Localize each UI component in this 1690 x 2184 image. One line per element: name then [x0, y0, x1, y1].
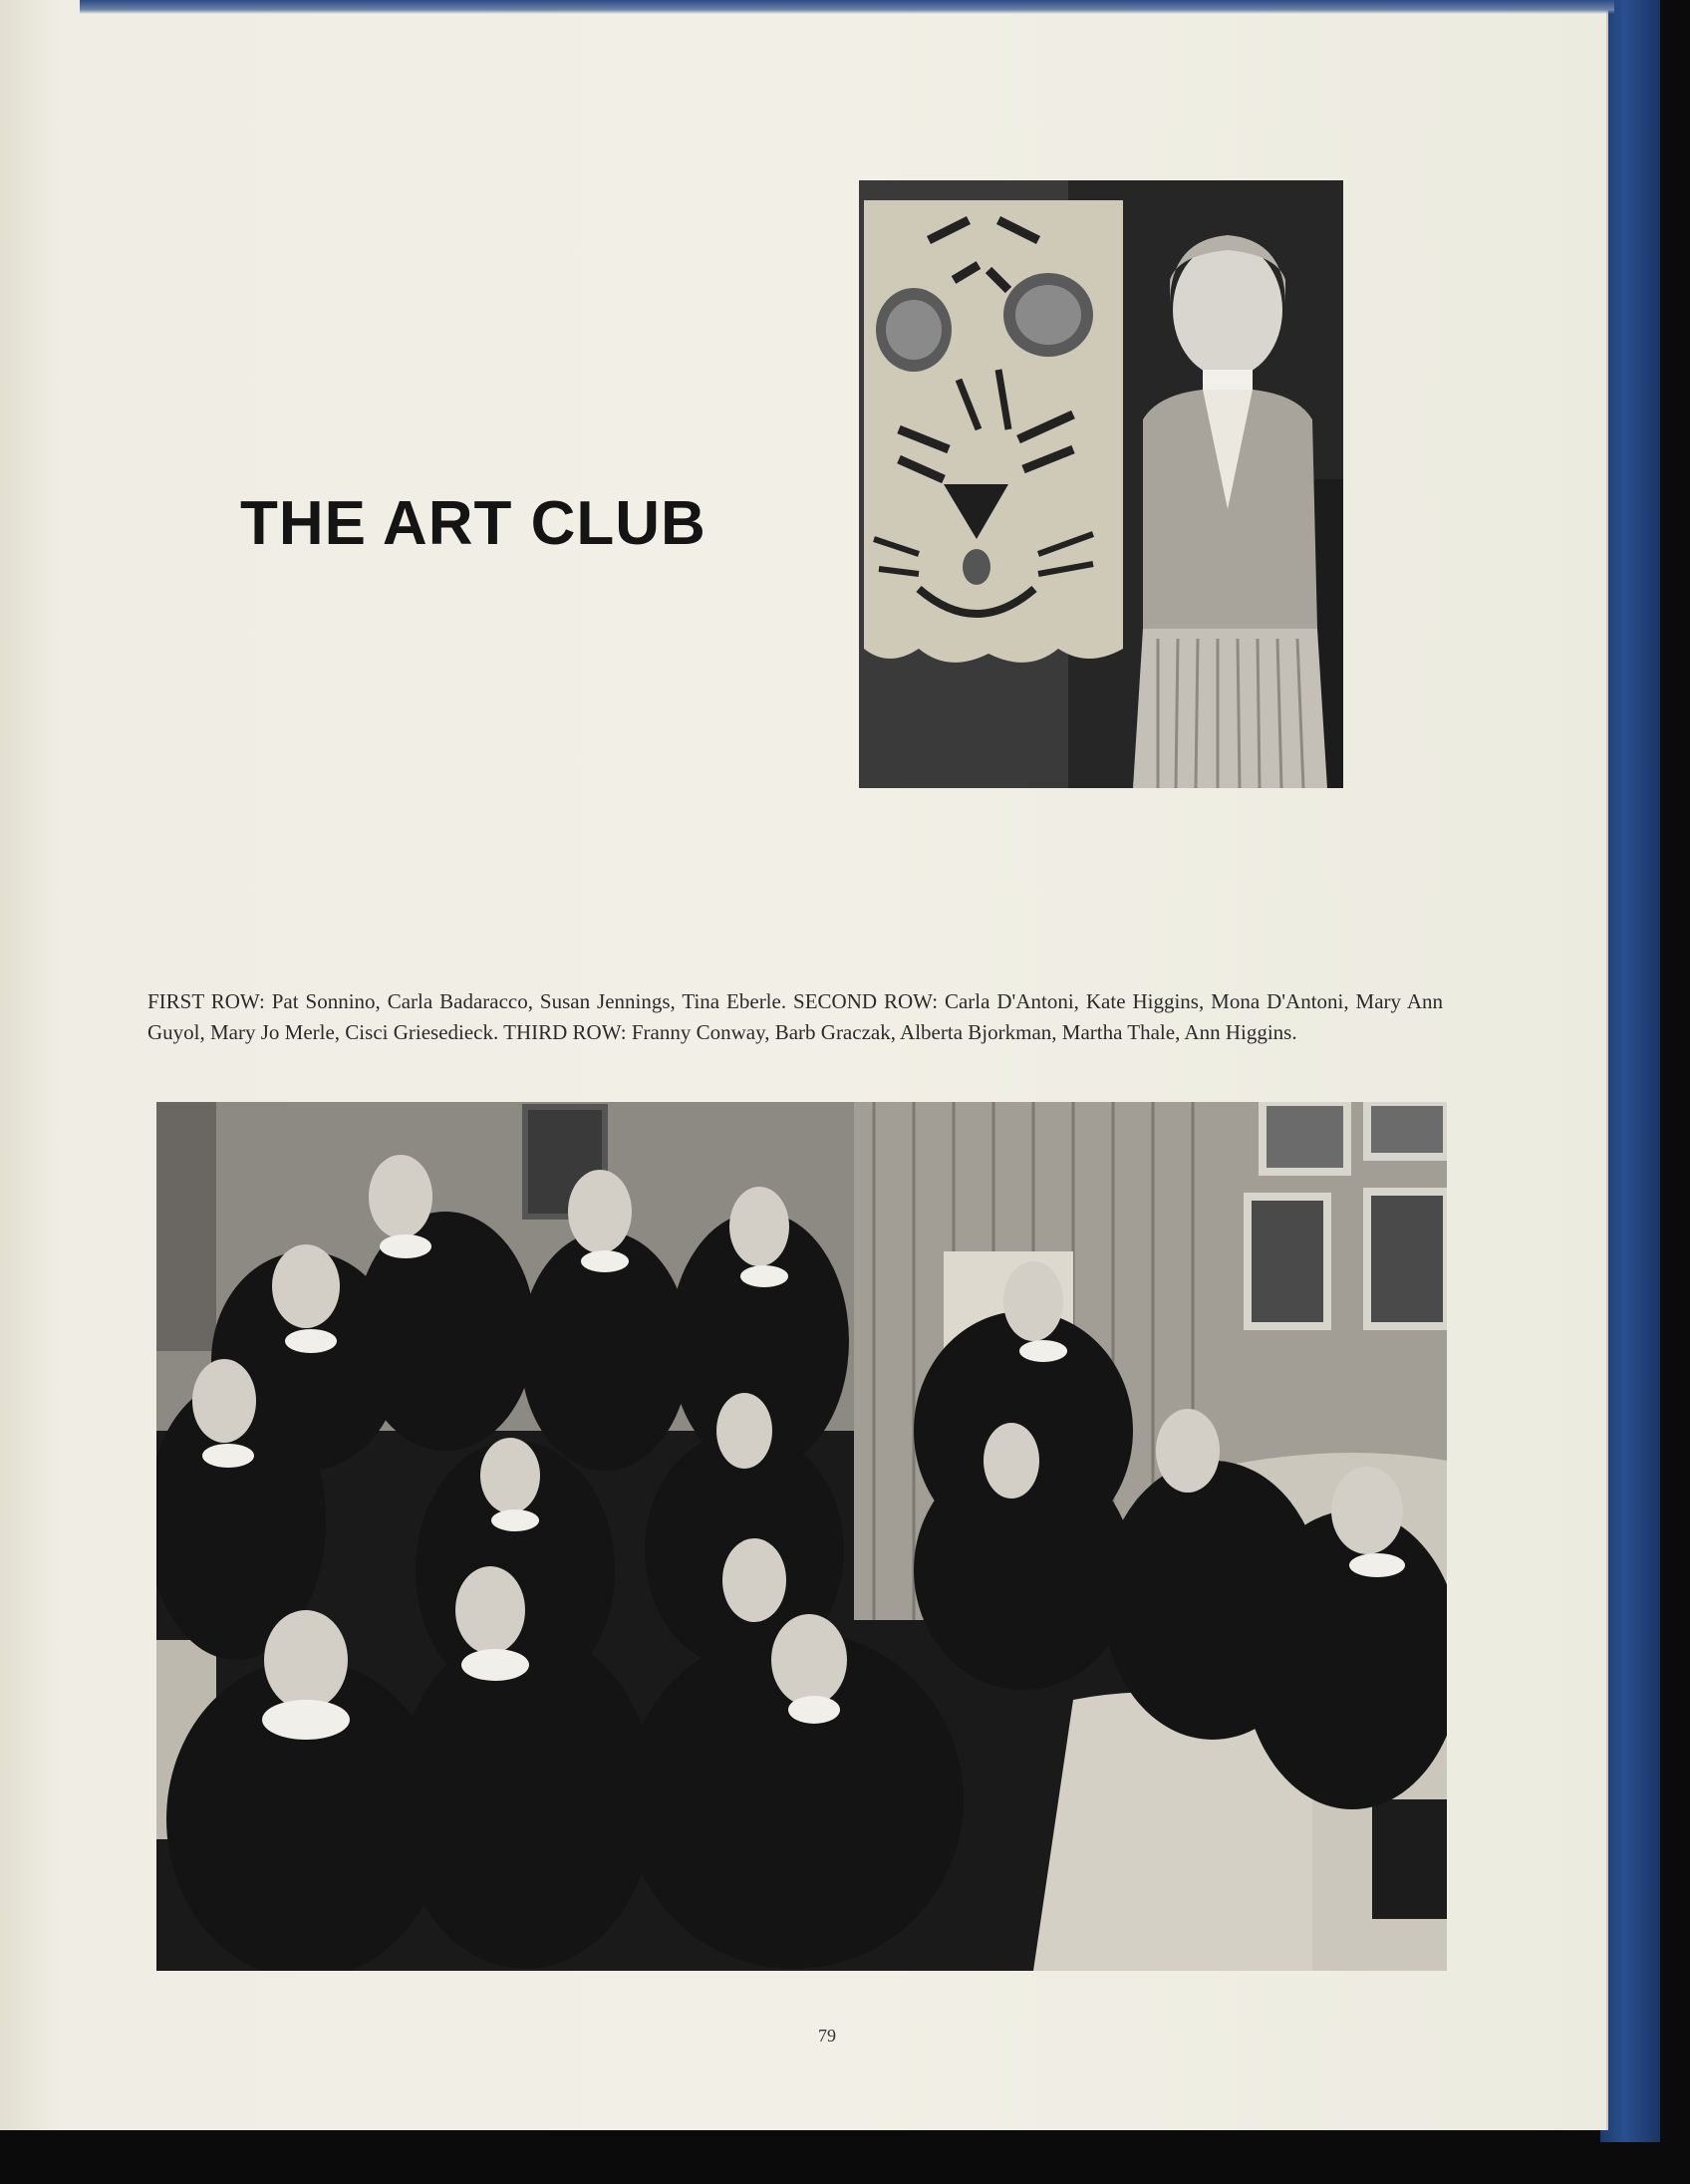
book-cover-edge	[1600, 0, 1660, 2142]
page-number: 79	[818, 2026, 836, 2046]
art-club-group-photo	[156, 1102, 1447, 1971]
page-title: THE ART CLUB	[240, 489, 706, 558]
binding-band	[80, 0, 1614, 14]
tiger-banner-photo	[859, 180, 1343, 788]
art-club-group-photo-image	[156, 1102, 1447, 1971]
photo-caption: FIRST ROW: Pat Sonnino, Carla Badaracco, Susan Jennings, Tina Eberle. SECOND ROW: Carla D'Antoni, Kate Higgins, Mona D'Antoni, Mary Ann Guyol, Mary Jo Merle, Cisci Griesedieck. THIRD ROW: Franny Conway, Barb Graczak, Alberta Bjorkman, Martha Thale, Ann Higgins.	[147, 989, 1443, 1044]
tiger-banner-photo-image	[859, 180, 1343, 788]
